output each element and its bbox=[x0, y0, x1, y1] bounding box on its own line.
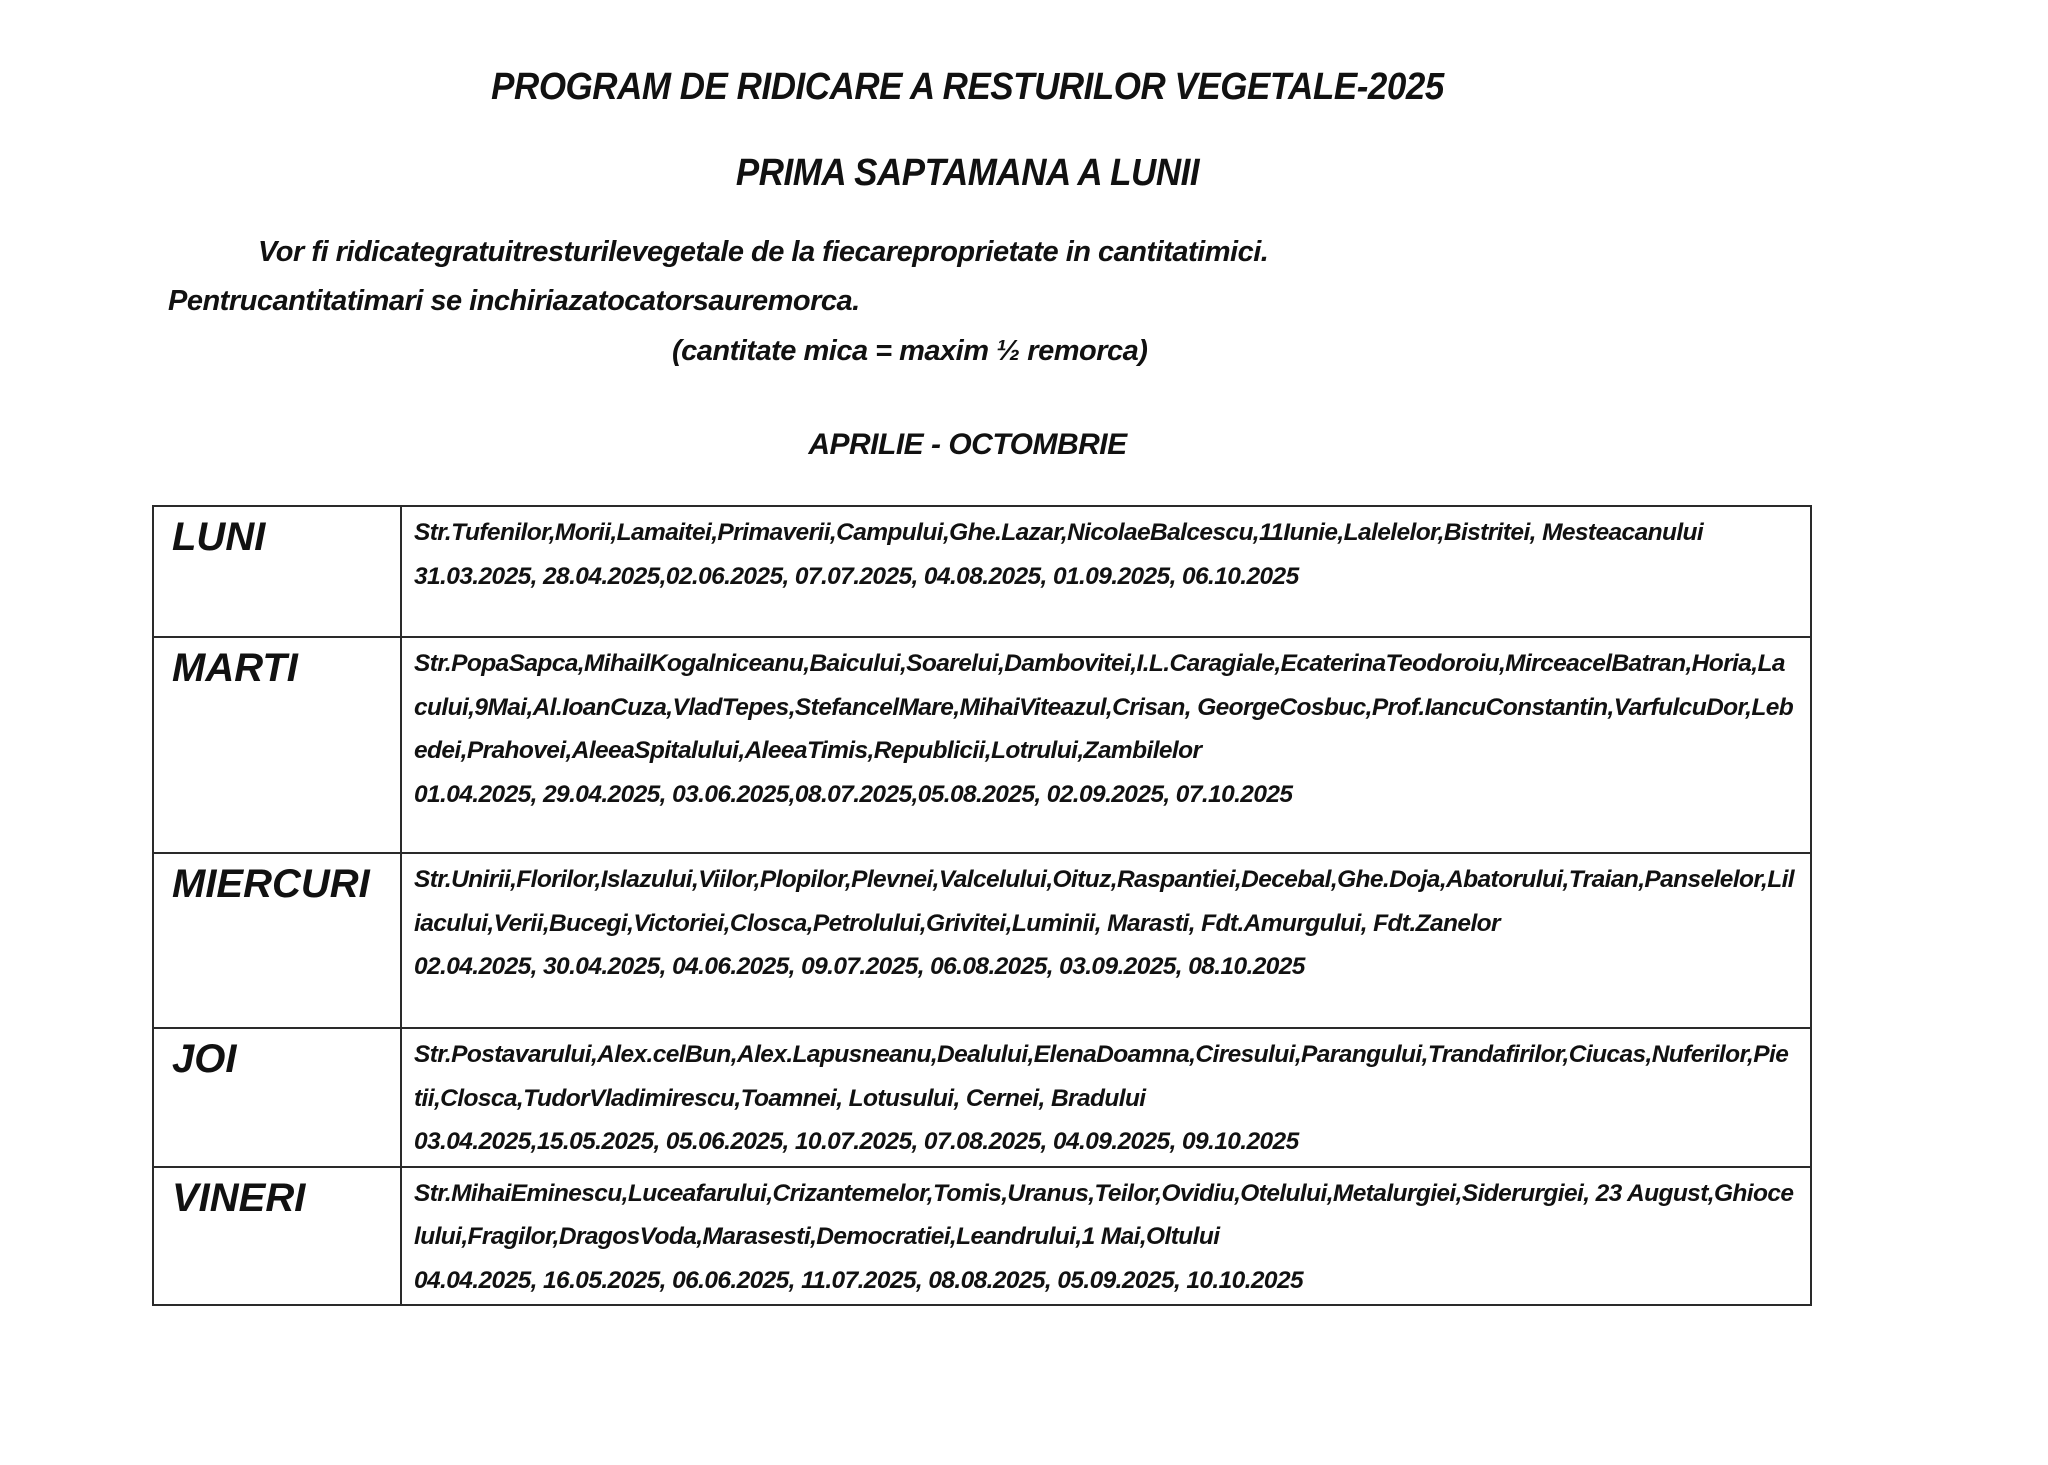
schedule-table bbox=[152, 505, 1812, 1306]
period-heading: APRILIE - OCTOMBRIE bbox=[808, 428, 1127, 461]
pickup-dates: 31.03.2025, 28.04.2025,02.06.2025, 07.07.2025, 04.08.2025, 01.09.2025, 06.10.2025 bbox=[414, 562, 1299, 590]
street-list: Str.Unirii,Florilor,Islazului,Viilor,Plopilor,Plevnei,Valcelului,Oituz,Raspantiei,Decebal,Ghe.Doja,Abatorului,Traian,Panselelor,Liliacului,Verii,Bucegi,Victoriei,Closca,Petrolului,Grivitei,Luminii, Marasti, Fdt.Amurgului, Fdt.Zanelor bbox=[414, 866, 1794, 937]
day-label: VINERI bbox=[153, 1167, 401, 1306]
document-subtitle: PRIMA SAPTAMANA A LUNII bbox=[735, 152, 1200, 194]
schedule-row-miercuri bbox=[153, 853, 1811, 1028]
schedule-row-vineri bbox=[153, 1167, 1811, 1306]
schedule-details bbox=[401, 1028, 1811, 1167]
schedule-details bbox=[401, 637, 1811, 853]
intro-line-large-quantities: Pentrucantitatimari se inchiriazatocatorsauremorca. bbox=[168, 285, 860, 317]
schedule-row-marti bbox=[153, 637, 1811, 853]
pickup-dates: 04.04.2025, 16.05.2025, 06.06.2025, 11.07.2025, 08.08.2025, 05.09.2025, 10.10.2025 bbox=[414, 1266, 1304, 1294]
schedule-details bbox=[401, 506, 1811, 637]
document-title: PROGRAM DE RIDICARE A RESTURILOR VEGETALE-2025 bbox=[491, 66, 1444, 108]
schedule-details bbox=[401, 853, 1811, 1028]
pickup-dates: 02.04.2025, 30.04.2025, 04.06.2025, 09.07.2025, 06.08.2025, 03.09.2025, 08.10.2025 bbox=[414, 953, 1305, 980]
schedule-details bbox=[401, 1167, 1811, 1306]
schedule-row-joi bbox=[153, 1028, 1811, 1167]
pickup-dates: 01.04.2025, 29.04.2025, 03.06.2025,08.07.2025,05.08.2025, 02.09.2025, 07.10.2025 bbox=[414, 780, 1293, 808]
day-label: MIERCURI bbox=[153, 853, 401, 1028]
intro-line-free-pickup: Vor fi ridicategratuitresturilevegetale de la fiecareproprietate in cantitatimici. bbox=[258, 236, 1269, 268]
intro-line-small-quantity-definition: (cantitate mica = maxim ½ remorca) bbox=[672, 335, 1148, 367]
street-list: Str.Postavarului,Alex.celBun,Alex.Lapusneanu,Dealului,ElenaDoamna,Ciresului,Parangului,Trandafirilor,Ciucas,Nuferilor,Pietii,Closca,TudorVladimirescu,Toamnei, Lotusului, Cernei, Bradului bbox=[414, 1041, 1789, 1112]
street-list: Str.Tufenilor,Morii,Lamaitei,Primaverii,Campului,Ghe.Lazar,NicolaeBalcescu,11Iunie,Lalelelor,Bistritei, Mesteacanului bbox=[414, 519, 1704, 546]
street-list: Str.MihaiEminescu,Luceafarului,Crizantemelor,Tomis,Uranus,Teilor,Ovidiu,Otelului,Metalurgiei,Siderurgiei, 23 August,Ghiocelului,Fragilor,DragosVoda,Marasesti,Democratiei,Leandrului,1 Mai,Oltului bbox=[414, 1179, 1794, 1250]
schedule-row-luni bbox=[153, 506, 1811, 637]
day-label: LUNI bbox=[153, 506, 401, 637]
day-label: JOI bbox=[153, 1028, 401, 1167]
street-list: Str.PopaSapca,MihailKogalniceanu,Baicului,Soarelui,Dambovitei,I.L.Caragiale,EcaterinaTeodoroiu,MirceacelBatran,Horia,Lacului,9Mai,Al.IoanCuza,VladTepes,StefancelMare,MihaiViteazul,Crisan, GeorgeCosbuc,Prof.IancuConstantin,VarfulcuDor,Lebedei,Prahovei,AleeaSpitalului,AleeaTimis,Republicii,Lotrului,Zambilelor bbox=[414, 650, 1794, 764]
pickup-dates: 03.04.2025,15.05.2025, 05.06.2025, 10.07.2025, 07.08.2025, 04.09.2025, 09.10.2025 bbox=[414, 1128, 1299, 1155]
day-label: MARTI bbox=[153, 637, 401, 853]
